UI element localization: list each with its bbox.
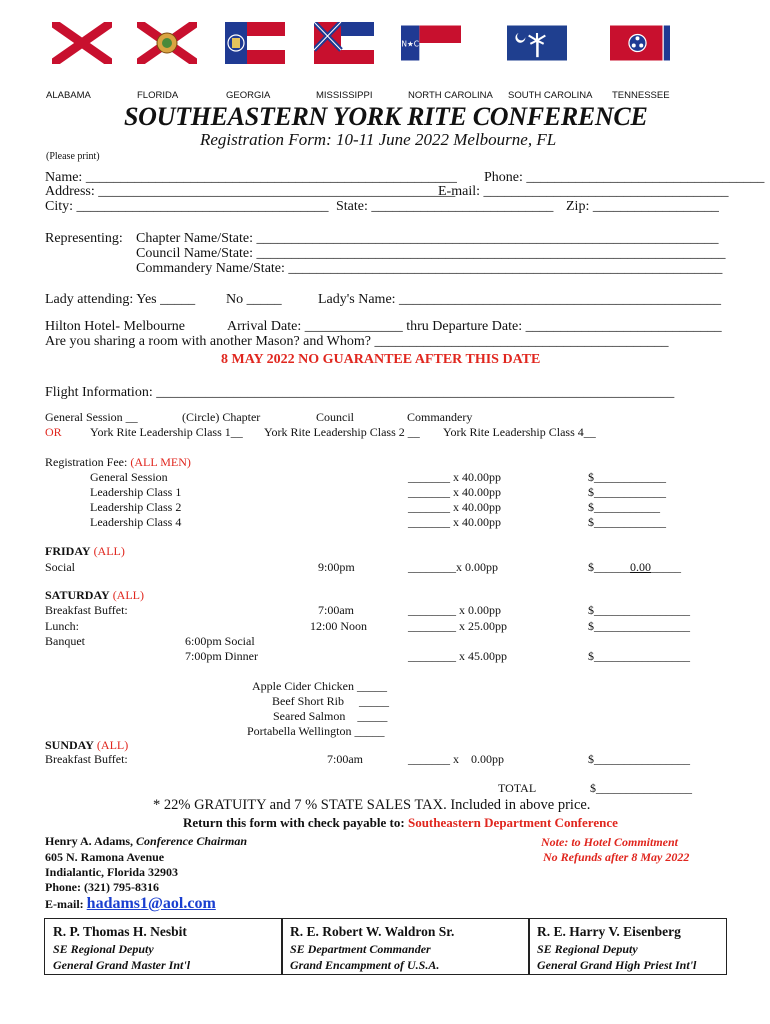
chapter-name-field[interactable]: Chapter Name/State: __________________________________________________________________ (136, 231, 719, 246)
chairman-city: Indialantic, Florida 32903 (45, 865, 179, 879)
officer-title: Grand Encampment of U.S.A. (290, 958, 440, 972)
flag-label-alabama: ALABAMA (46, 90, 91, 101)
officer-box (44, 918, 283, 975)
fee-item-total[interactable]: $____________ (588, 515, 666, 529)
total-label: TOTAL (498, 781, 537, 795)
fee-item-qty[interactable]: _______ x 40.00pp (408, 500, 501, 514)
sunday-all: (ALL) (96, 738, 129, 752)
alabama-flag (52, 22, 112, 64)
officer-name: R. E. Harry V. Eisenberg (537, 924, 681, 939)
fee-item-name: Leadership Class 4 (90, 515, 182, 529)
sunday-breakfast-label: Breakfast Buffet: (45, 752, 128, 766)
zip-field[interactable]: Zip: __________________ (566, 199, 719, 214)
council-name-field[interactable]: Council Name/State: ___________________________________________________________________ (136, 246, 726, 261)
officer-name: R. P. Thomas H. Nesbit (53, 924, 187, 939)
hotel-name: Hilton Hotel- Melbourne (45, 319, 185, 334)
room-sharing-field[interactable]: Are you sharing a room with another Mason? and Whom? __________________________________________ (45, 334, 669, 349)
chairman-street: 605 N. Ramona Avenue (45, 850, 165, 864)
saturday-lunch-time: 12:00 Noon (310, 619, 367, 633)
officer-name: R. E. Robert W. Waldron Sr. (290, 924, 455, 939)
arrival-departure-field[interactable]: Arrival Date: ______________ thru Departure Date: ____________________________ (227, 319, 722, 334)
page-subtitle: Registration Form: 10-11 June 2022 Melbourne, FL (200, 130, 557, 149)
fee-item-name: General Session (90, 470, 168, 484)
friday-social-time: 9:00pm (318, 560, 355, 574)
general-session-option[interactable]: General Session __ (45, 410, 138, 424)
saturday-banquet-total[interactable]: $________________ (588, 649, 690, 663)
all-men-label: (ALL MEN) (130, 455, 191, 469)
florida-flag (137, 22, 197, 64)
city-field[interactable]: City: ____________________________________ (45, 199, 329, 214)
mississippi-flag (314, 22, 374, 64)
chairman-email-label: E-mail: (45, 897, 84, 911)
flag-label-georgia: GEORGIA (226, 90, 271, 101)
north-carolina-flag (401, 22, 461, 64)
officer-title: General Grand High Priest Int'l (537, 958, 697, 972)
friday-social-total (588, 560, 681, 575)
officer-title: SE Regional Deputy (53, 942, 154, 956)
georgia-flag (225, 22, 285, 64)
sunday-day: SUNDAY (45, 738, 94, 752)
refund-note: No Refunds after 8 May 2022 (543, 850, 690, 864)
or-label: OR (45, 425, 62, 439)
return-instructions (183, 815, 618, 831)
saturday-banquet-qty[interactable]: ________ x 45.00pp (408, 649, 507, 663)
chairman-name: Henry A. Adams, (45, 834, 134, 848)
chairman-email-link[interactable]: hadams1@aol.com (86, 895, 216, 912)
registration-fee-text: Registration Fee: (45, 455, 128, 469)
fee-item-qty[interactable]: _______ x 40.00pp (408, 485, 501, 499)
saturday-breakfast-qty[interactable]: ________ x 0.00pp (408, 603, 501, 617)
sunday-breakfast-time: 7:00am (327, 752, 363, 766)
chairman-name-line (45, 834, 247, 849)
gratuity-note: * 22% GRATUITY and 7 % STATE SALES TAX. Included in above price. (153, 797, 591, 813)
representing-label: Representing: (45, 231, 123, 246)
friday-tail: _____ (651, 560, 681, 574)
phone-field[interactable]: Phone: __________________________________ (484, 170, 765, 185)
fee-item-total[interactable]: $___________ (588, 500, 660, 514)
entree-option[interactable]: Apple Cider Chicken _____ (252, 679, 387, 693)
friday-amount: 0.00 (630, 560, 651, 574)
lady-attending-yes-field[interactable]: Lady attending: Yes _____ (45, 292, 196, 307)
flight-information-field[interactable]: Flight Information: __________________________________________________________________________ (45, 385, 675, 400)
flag-label-north-carolina: NORTH CAROLINA (408, 90, 493, 101)
state-field[interactable]: State: __________________________ (336, 199, 554, 214)
fee-item-total[interactable]: $____________ (588, 470, 666, 484)
entree-option[interactable]: Beef Short Rib _____ (272, 694, 389, 708)
flag-label-south-carolina: SOUTH CAROLINA (508, 90, 593, 101)
saturday-breakfast-time: 7:00am (318, 603, 354, 617)
officer-title: SE Department Commander (290, 942, 431, 956)
sunday-breakfast-total[interactable]: $________________ (588, 752, 690, 766)
friday-dollar: $______ (588, 560, 630, 574)
please-print-note: (Please print) (46, 151, 100, 162)
entree-option[interactable]: Seared Salmon _____ (273, 709, 388, 723)
officer-title: General Grand Master Int'l (53, 958, 191, 972)
south-carolina-flag (507, 22, 567, 64)
address-field[interactable]: Address: ___________________________________________________ (45, 184, 456, 199)
sunday-heading (45, 738, 128, 753)
officer-box (281, 918, 530, 975)
council-option[interactable]: Council (316, 410, 354, 424)
fee-item-total[interactable]: $____________ (588, 485, 666, 499)
page-title: SOUTHEASTERN YORK RITE CONFERENCE (124, 102, 648, 131)
officer-box (528, 918, 727, 975)
hotel-commitment-note: Note: to Hotel Commitment (541, 835, 678, 849)
saturday-breakfast-total[interactable]: $________________ (588, 603, 690, 617)
fee-item-name: Leadership Class 2 (90, 500, 182, 514)
saturday-banquet-social: 6:00pm Social (185, 634, 255, 648)
leadership-class-2-option[interactable]: York Rite Leadership Class 2 __ (264, 425, 420, 439)
saturday-heading (45, 588, 144, 603)
return-text: Return this form with check payable to: (183, 815, 405, 830)
saturday-day: SATURDAY (45, 588, 110, 602)
name-field[interactable]: Name: _____________________________________________________ (45, 170, 457, 185)
chairman-email-line (45, 895, 216, 913)
friday-day: FRIDAY (45, 544, 91, 558)
flag-label-florida: FLORIDA (137, 90, 179, 101)
saturday-banquet-dinner: 7:00pm Dinner (185, 649, 258, 663)
commandery-option[interactable]: Commandery (407, 410, 473, 424)
saturday-lunch-label: Lunch: (45, 619, 79, 633)
commandery-name-field[interactable]: Commandery Name/State: ______________________________________________________________ (136, 261, 723, 276)
payee-name: Southeastern Department Conference (407, 815, 618, 830)
chairman-phone: Phone: (321) 795-8316 (45, 880, 159, 894)
email-field[interactable]: E-mail: ___________________________________ (438, 184, 729, 199)
flag-label-mississippi: MISSISSIPPI (316, 90, 373, 101)
fee-item-name: Leadership Class 1 (90, 485, 182, 499)
friday-heading (45, 544, 125, 559)
entree-option[interactable]: Portabella Wellington _____ (247, 724, 385, 738)
saturday-lunch-qty[interactable]: ________ x 25.00pp (408, 619, 507, 633)
registration-fee-label (45, 455, 191, 470)
friday-social-qty[interactable]: ________x 0.00pp (408, 560, 498, 574)
fee-item-qty[interactable]: _______ x 40.00pp (408, 470, 501, 484)
leadership-class-4-option[interactable]: York Rite Leadership Class 4__ (443, 425, 596, 439)
officer-title: SE Regional Deputy (537, 942, 638, 956)
saturday-breakfast-label: Breakfast Buffet: (45, 603, 128, 617)
lady-attending-no-field[interactable]: No _____ (226, 292, 282, 307)
friday-social-label: Social (45, 560, 75, 574)
saturday-lunch-total[interactable]: $________________ (588, 619, 690, 633)
saturday-all: (ALL) (112, 588, 145, 602)
tennessee-flag (610, 22, 670, 64)
sunday-breakfast-qty[interactable]: _______ x 0.00pp (408, 752, 504, 766)
total-field[interactable]: $________________ (590, 781, 692, 795)
friday-all: (ALL) (93, 544, 125, 558)
lady-name-field[interactable]: Lady's Name: ______________________________________________ (318, 292, 722, 307)
circle-chapter-option[interactable]: (Circle) Chapter (182, 410, 261, 424)
chairman-role: Conference Chairman (136, 834, 248, 848)
saturday-banquet-label: Banquet (45, 634, 85, 648)
leadership-class-1-option[interactable]: York Rite Leadership Class 1__ (90, 425, 243, 439)
flag-label-tennessee: TENNESSEE (612, 90, 670, 101)
guarantee-deadline: 8 MAY 2022 NO GUARANTEE AFTER THIS DATE (221, 352, 541, 367)
fee-item-qty[interactable]: _______ x 40.00pp (408, 515, 501, 529)
svg-text:N★C: N★C (401, 39, 419, 49)
